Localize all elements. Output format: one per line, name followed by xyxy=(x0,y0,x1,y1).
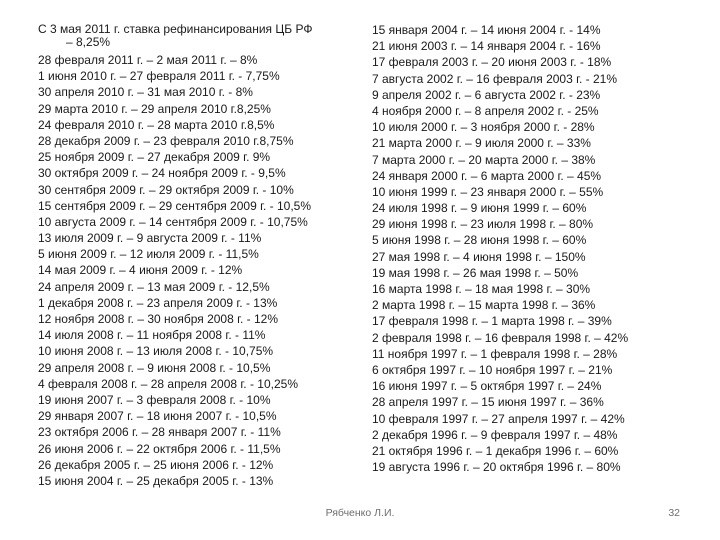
rate-period-item: 16 июня 1997 г. – 5 октября 1997 г. – 24% xyxy=(372,379,602,394)
rate-period-item: 21 марта 2000 г. – 9 июля 2000 г. – 33% xyxy=(372,136,591,151)
rate-period-item: 2 декабря 1996 г. – 9 февраля 1997 г. – 48% xyxy=(372,427,618,442)
rate-period-item: 23 октября 2006 г. – 28 января 2007 г. - 11% xyxy=(38,425,281,440)
current-rate-line xyxy=(38,22,348,48)
rate-period-item: 24 февраля 2010 г. – 28 марта 2010 г.8,5% xyxy=(38,117,275,132)
rate-period-item: 16 марта 1998 г. – 18 мая 1998 г. – 30% xyxy=(372,282,591,296)
rate-period-item: 21 октября 1996 г. – 1 декабря 1996 г. – 60% xyxy=(372,443,619,458)
rate-period-item: 26 декабря 2005 г. – 25 июня 2006 г. - 12% xyxy=(38,457,274,472)
rate-period-item: 19 июня 2007 г. – 3 февраля 2008 г. - 10% xyxy=(38,392,271,407)
rate-period-item: 29 марта 2010 г. – 29 апреля 2010 г.8,25% xyxy=(38,101,271,116)
rate-period-item: 2 февраля 1998 г. – 16 февраля 1998 г. – 42% xyxy=(372,330,629,345)
rate-period-item: 10 февраля 1997 г. – 27 апреля 1997 г. – 42% xyxy=(372,411,625,426)
rate-period-item: 30 октября 2009 г. – 24 ноября 2009 г. - 9,5% xyxy=(38,166,286,181)
rate-period-item: 10 июля 2000 г. – 3 ноября 2000 г. - 28% xyxy=(372,120,595,135)
rate-period-item: 28 апреля 1997 г. – 15 июня 1997 г. – 36% xyxy=(372,395,604,410)
rate-period-item: 25 ноября 2009 г. – 27 декабря 2009 г. 9% xyxy=(38,150,271,165)
rate-period-item: 30 апреля 2010 г. – 31 мая 2010 г. - 8% xyxy=(38,85,253,100)
rate-period-item: 19 мая 1998 г. – 26 мая 1998 г. – 50% xyxy=(372,265,579,280)
rate-period-item: 12 ноября 2008 г. – 30 ноября 2008 г. - 12% xyxy=(38,312,279,326)
rate-period-item: 14 мая 2009 г. – 4 июня 2009 г. - 12% xyxy=(38,263,243,278)
rate-period-item: 4 февраля 2008 г. – 28 апреля 2008 г. - 10,25% xyxy=(38,376,299,391)
rate-history-right-column xyxy=(372,22,692,475)
rate-period-item: 1 декабря 2008 г. – 23 апреля 2009 г. - 13% xyxy=(38,295,278,310)
rate-period-item: 5 июня 2009 г. – 12 июля 2009 г. - 11,5% xyxy=(38,247,259,262)
rate-period-item: 6 октября 1997 г. – 10 ноября 1997 г. – 21% xyxy=(372,362,613,377)
rate-period-item: 10 июня 1999 г. – 23 января 2000 г. – 55% xyxy=(372,184,604,199)
rate-period-item: 29 апреля 2008 г. – 9 июня 2008 г. - 10,5% xyxy=(38,360,271,375)
rate-period-item: 10 августа 2009 г. – 14 сентября 2009 г. - 10,75% xyxy=(38,214,308,229)
page-number: 32 xyxy=(668,507,680,519)
rate-history-left-column xyxy=(38,22,356,489)
rate-period-item: 28 февраля 2011 г. – 2 мая 2011 г. – 8% xyxy=(38,53,258,67)
rate-period-item: 1 июня 2010 г. – 27 февраля 2011 г. - 7,75% xyxy=(38,69,280,84)
rate-period-item: 9 апреля 2002 г. – 6 августа 2002 г. - 23% xyxy=(372,87,601,102)
footer-author: Рябченко Л.И. xyxy=(325,507,395,519)
rate-period-item: 26 июня 2006 г. – 22 октября 2006 г. - 11,5% xyxy=(38,441,281,456)
rate-period-item: 5 июня 1998 г. – 28 июня 1998 г. – 60% xyxy=(372,233,587,248)
rate-period-item: 14 июля 2008 г. – 11 ноября 2008 г. - 11% xyxy=(38,328,266,343)
rate-period-item: 29 июня 1998 г. – 23 июля 1998 г. – 80% xyxy=(372,217,594,232)
rate-period-item: 29 января 2007 г. – 18 июня 2007 г. - 10,5% xyxy=(38,409,277,424)
current-rate-text: С 3 мая 2011 г. ставка рефинансирования ЦБ РФ xyxy=(38,22,313,36)
rate-period-item: 21 июня 2003 г. – 14 января 2004 г. - 16% xyxy=(372,39,601,54)
rate-period-item: 19 августа 1996 г. – 20 октября 1996 г. – 80% xyxy=(372,460,621,475)
rate-period-item: 17 февраля 1998 г. – 1 марта 1998 г. – 39% xyxy=(372,314,612,329)
rate-period-item: 24 июля 1998 г. – 9 июня 1999 г. – 60% xyxy=(372,201,587,216)
rate-period-item: 7 марта 2000 г. – 20 марта 2000 г. – 38% xyxy=(372,152,596,167)
rate-period-item: 13 июля 2009 г. – 9 августа 2009 г. - 11% xyxy=(38,231,262,246)
rate-period-item: 15 июня 2004 г. – 25 декабря 2005 г. - 13% xyxy=(38,473,274,488)
rate-period-item: 7 августа 2002 г. – 16 февраля 2003 г. - 21% xyxy=(372,71,618,86)
rate-period-item: 30 сентября 2009 г. – 29 октября 2009 г. - 10% xyxy=(38,182,294,197)
rate-period-item: 27 мая 1998 г. – 4 июня 1998 г. – 150% xyxy=(372,249,586,264)
rate-period-item: 4 ноября 2000 г. – 8 апреля 2002 г. - 25% xyxy=(372,103,599,118)
rate-period-item: 24 апреля 2009 г. – 13 мая 2009 г. - 12,5% xyxy=(38,279,270,294)
rate-period-item: 2 марта 1998 г. – 15 марта 1998 г. – 36% xyxy=(372,298,596,313)
rate-period-item: 24 января 2000 г. – 6 марта 2000 г. – 45% xyxy=(372,168,602,183)
rate-period-item: 17 февраля 2003 г. – 20 июня 2003 г. - 18% xyxy=(372,55,612,70)
rate-period-item: 28 декабря 2009 г. – 23 февраля 2010 г.8,75% xyxy=(38,133,294,148)
current-rate-value: – 8,25% xyxy=(66,35,111,49)
rate-period-item: 11 ноября 1997 г. – 1 февраля 1998 г. – 28% xyxy=(372,346,618,361)
rate-period-item: 15 января 2004 г. – 14 июня 2004 г. - 14% xyxy=(372,23,601,37)
rate-period-item: 15 сентября 2009 г. – 29 сентября 2009 г. - 10,5% xyxy=(38,198,312,213)
rate-period-item: 10 июня 2008 г. – 13 июля 2008 г. - 10,75% xyxy=(38,344,274,359)
